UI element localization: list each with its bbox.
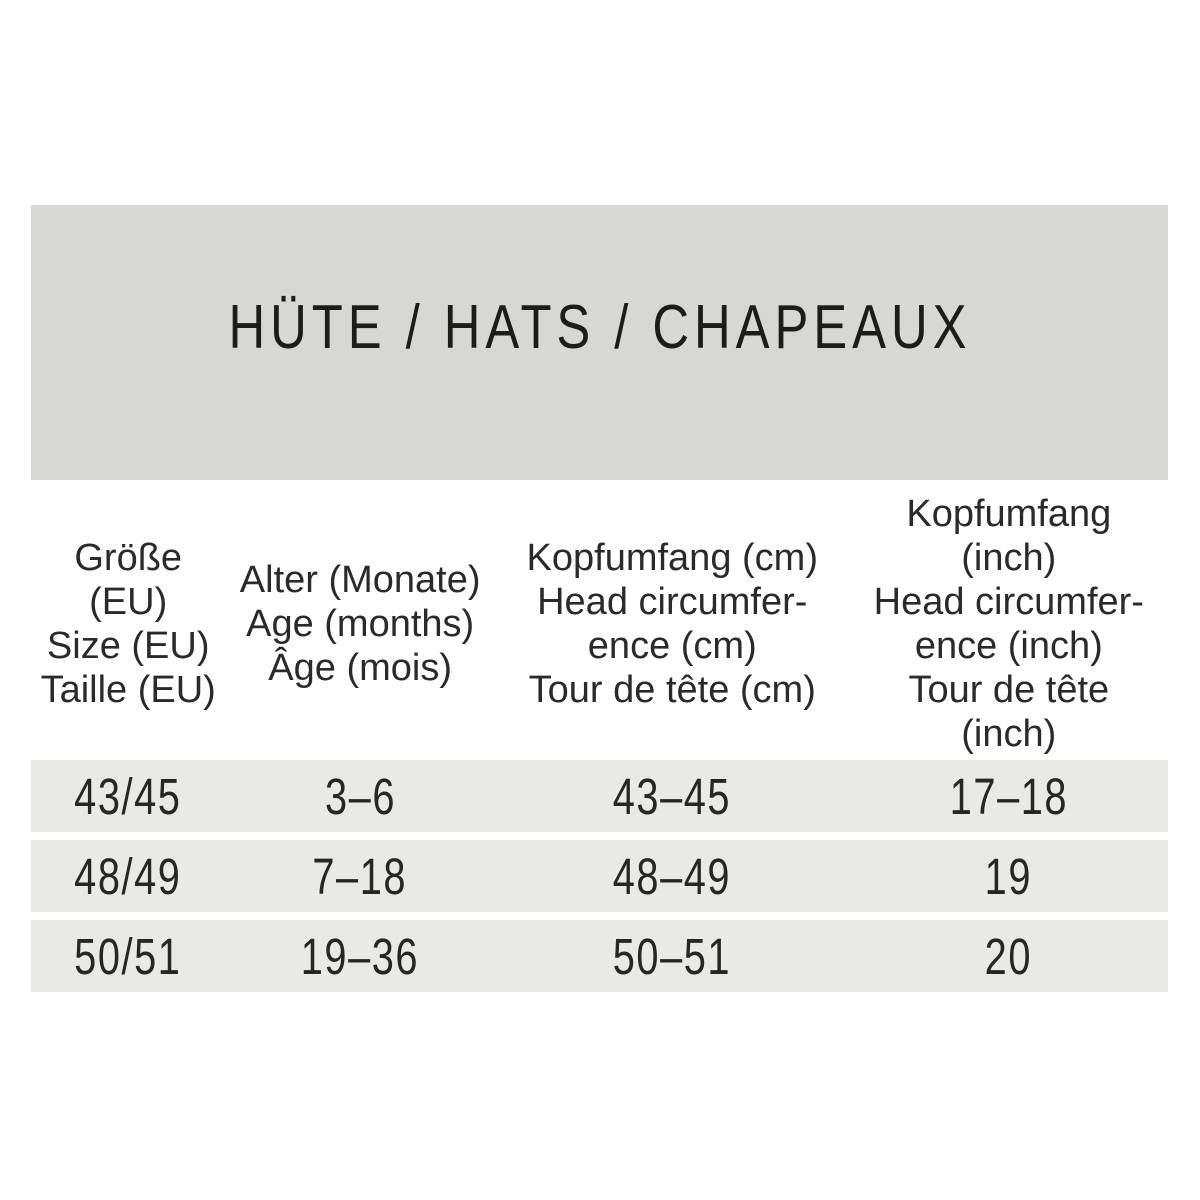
table-cell (31, 760, 225, 832)
column-header-line: (EU) (89, 581, 168, 623)
cell-value: 43–45 (613, 767, 732, 825)
column-header-line: ence (cm) (587, 625, 757, 667)
table-row (31, 920, 1168, 992)
cell-value: 17–18 (949, 767, 1069, 825)
table-body (31, 760, 1168, 992)
table-cell (225, 760, 494, 832)
table-header-row (31, 488, 1168, 760)
table-row (31, 840, 1168, 912)
table-cell (850, 760, 1168, 832)
table-cell (495, 760, 850, 832)
column-header-line: Kopfumfang (cm) (526, 537, 818, 579)
table-cell (225, 920, 494, 992)
column-header-line: Head circumfer- (537, 581, 808, 623)
column-header-line: Tour de tête (cm) (528, 669, 816, 711)
column-header-line: Kopfumfang (906, 493, 1112, 535)
cell-value: 48/49 (74, 847, 182, 905)
page-title: HÜTE / HATS / CHAPEAUX (228, 293, 971, 362)
column-header-line: Age (months) (246, 603, 475, 645)
table-cell (495, 920, 850, 992)
column-header-line: Head circumfer- (873, 581, 1144, 623)
column-header-age-months (225, 488, 494, 760)
cell-value: 43/45 (74, 767, 182, 825)
table-row (31, 760, 1168, 832)
column-header-head-circumference-cm (495, 488, 850, 760)
column-header-line: Âge (mois) (268, 647, 453, 689)
cell-value: 50–51 (613, 927, 732, 985)
table-cell (850, 840, 1168, 912)
column-header-line: (inch) (961, 537, 1057, 579)
cell-value: 3–6 (324, 767, 396, 825)
cell-value: 50/51 (74, 927, 182, 985)
column-header-line: Size (EU) (46, 625, 210, 667)
table-cell (225, 840, 494, 912)
column-header-line: ence (inch) (914, 625, 1103, 667)
cell-value: 7–18 (312, 847, 408, 905)
cell-value: 20 (985, 927, 1033, 985)
table-cell (31, 920, 225, 992)
column-header-head-circumference-inch (850, 488, 1168, 760)
cell-value: 19 (985, 847, 1033, 905)
table-cell (495, 840, 850, 912)
column-header-line: Tour de tête (908, 669, 1110, 711)
column-header-line: Taille (EU) (40, 669, 216, 711)
column-header-line: (inch) (961, 713, 1057, 755)
cell-value: 48–49 (613, 847, 732, 905)
column-header-line: Größe (74, 537, 183, 579)
title-banner (31, 205, 1168, 480)
table-cell (31, 840, 225, 912)
column-header-line: Alter (Monate) (239, 559, 481, 601)
table-cell (850, 920, 1168, 992)
column-header-size-eu (31, 488, 225, 760)
cell-value: 19–36 (300, 927, 420, 985)
